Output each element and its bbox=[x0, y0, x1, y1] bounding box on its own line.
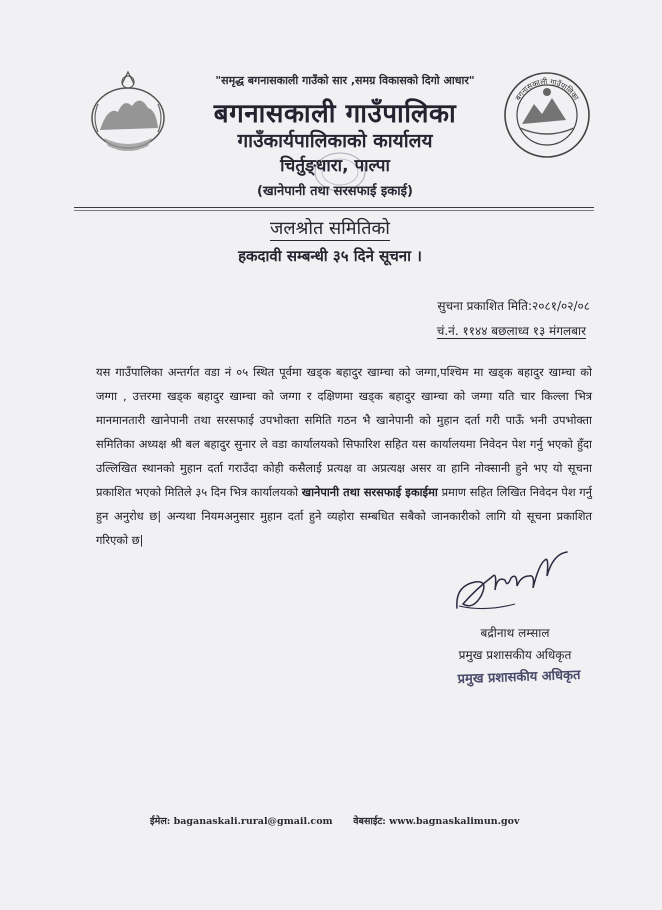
motto: "समृद्ध बगनासकाली गाउँको सार ,समग्र विकासको दिगो आधार" bbox=[215, 74, 475, 87]
reference-number-text: चं.नं. ११४४ बछलाध्व १३ मंगलबार bbox=[436, 324, 586, 338]
handwritten-signature bbox=[445, 546, 595, 626]
email-label: ईमेल: bbox=[150, 816, 171, 827]
email-address: baganaskali.rural@gmail.com bbox=[173, 816, 333, 827]
website-address: www.bagnaskalimun.gov bbox=[389, 816, 520, 827]
website-label: वेबसाईट: bbox=[353, 816, 386, 827]
notice-body-bold: खानेपानी तथा सरसफाई इकाईमा bbox=[301, 485, 438, 499]
reference-number bbox=[360, 322, 586, 339]
footer-contact bbox=[150, 814, 550, 827]
office-title: गाउँकार्यपालिकाको कार्यालय bbox=[237, 130, 433, 152]
header-divider-thin bbox=[74, 210, 594, 211]
designation-stamp: प्रमुख प्रशासकीय अधिकृत bbox=[457, 667, 581, 688]
notice-issuer bbox=[230, 216, 430, 240]
signer-name: बद्रीनाथ लम्साल bbox=[480, 626, 550, 640]
municipality-logo-icon bbox=[502, 70, 592, 160]
notice-subject: हकदावी सम्बन्धी ३५ दिने सूचना । bbox=[238, 247, 422, 265]
office-address: चिर्तुङ्धारा, पाल्पा bbox=[280, 156, 390, 176]
logo-ring-text: बगनासकाली गाउँपालिका bbox=[513, 76, 581, 102]
header-divider bbox=[74, 207, 594, 208]
notice-body-part2: प्रमाण सहित लिखित निवेदन पेश गर्नु हुन अनुरोध छ| अन्यथा नियमअनुसार मुहान दर्ता हुने व्यहोरा सम्बधित सबैको जानकारीको लागि यो सूचना प्रकाशित गरिएको छ| bbox=[96, 485, 592, 547]
notice-body bbox=[96, 360, 592, 552]
signer-title: प्रमुख प्रशासकीय अधिकृत bbox=[458, 648, 572, 662]
notice-body-part1: यस गाउँपालिका अन्तर्गत वडा नं ०५ स्थित पूर्वमा खड्क बहादुर खाम्चा को जग्गा,पश्चिम मा खड्क बहादुर खाम्चा को जग्गा , उत्तरमा खड्क बहादुर खाम्चा को जग्गा र दक्षिणमा खड्क बहादुर खाम्चा को जग्गा यति चार किल्ला भित्र मानमानतारी खानेपानी तथा सरसफाई उपभोक्ता समिति गठन भै खानेपानी को मुहान दर्ता गरी पाऊँ भनी उपभोक्ता समितिका अध्यक्ष श्री बल बहादुर सुनार ले वडा कार्यालयको सिफारिश सहित यस कार्यालयमा निवेदन पेश गर्नु भएको हुँदा उल्लिखित स्थानको मुहान दर्ता गराउँदा कोही कसैलाई प्रत्यक्ष वा अप्रत्यक्ष असर वा हानि नोक्सानी हुने भए यो सूचना प्रकाशित भएको मितिले ३५ दिन भित्र कार्यालयको bbox=[96, 365, 592, 499]
org-title: बगनासकाली गाउँपालिका bbox=[213, 99, 457, 129]
nepal-emblem-icon bbox=[86, 68, 170, 158]
publication-date: सुचना प्रकाशित मिति:२०८१/०२/०८ bbox=[437, 299, 590, 313]
office-unit: (खानेपानी तथा सरसफाई इकाई) bbox=[257, 184, 413, 199]
notice-issuer-text: जलश्रोत समितिको bbox=[270, 218, 390, 239]
